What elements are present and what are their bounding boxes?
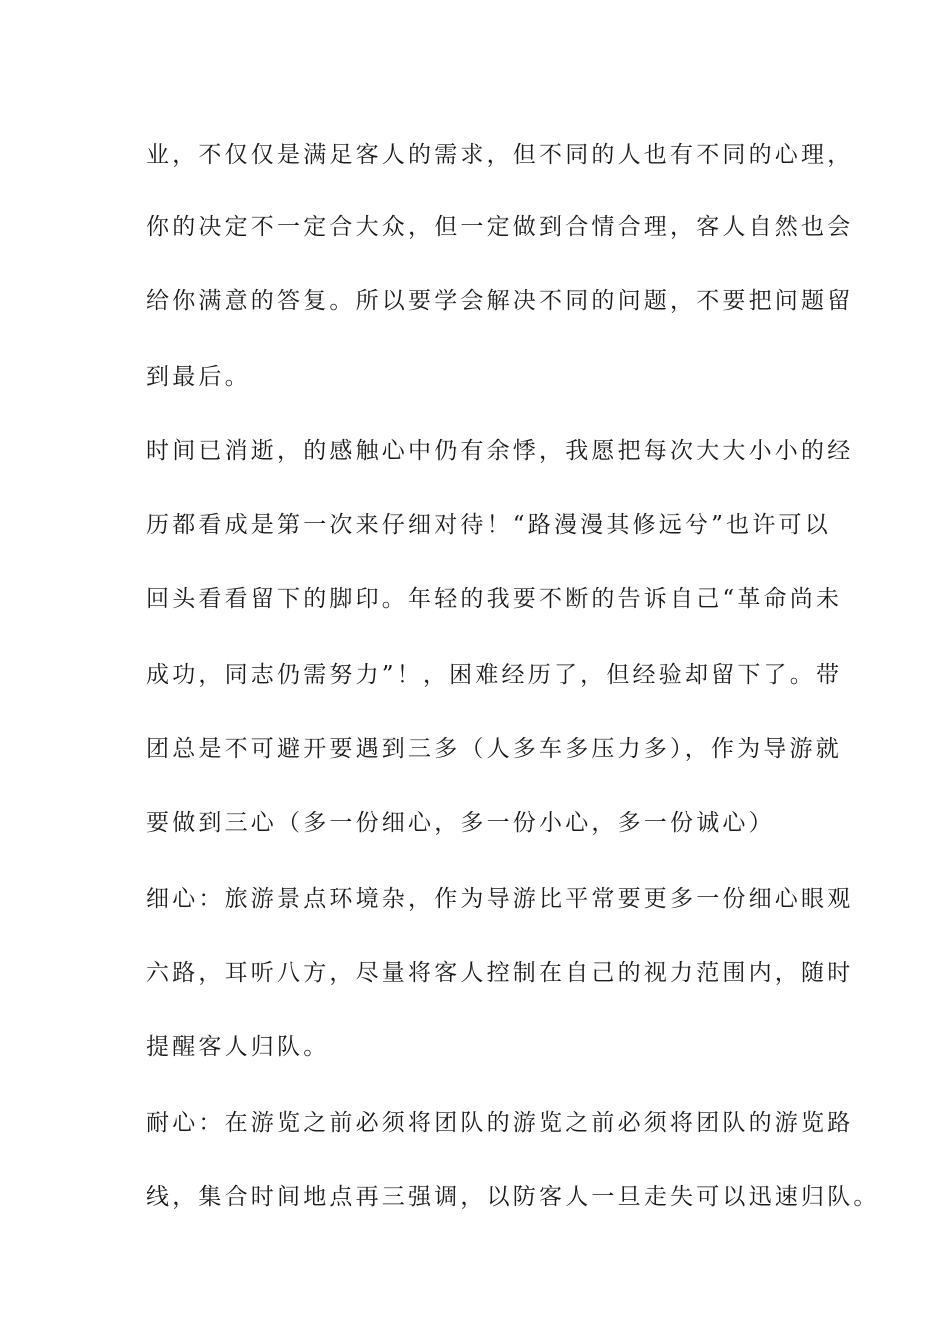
text-line: 线，集合时间地点再三强调，以防客人一旦走失可以迅速归队。 [146, 1184, 880, 1210]
text-line: 要做到三心（多一份细心，多一份小心，多一份诚心） [146, 810, 775, 836]
text-line: 细心：旅游景点环境杂，作为导游比平常要更多一份细心眼观 [146, 886, 854, 912]
text-line: 回头看看留下的脚印。年轻的我要不断的告诉自己“革命尚未 [146, 586, 843, 612]
text-line: 团总是不可避开要遇到三多（人多车多压力多），作为导游就 [146, 736, 842, 762]
text-line: 业，不仅仅是满足客人的需求，但不同的人也有不同的心理， [146, 142, 854, 168]
text-line: 时间已消逝，的感触心中仍有余悸，我愿把每次大大小小的经 [146, 438, 854, 464]
text-line: 历都看成是第一次来仔细对待！“路漫漫其修远兮”也许可以 [146, 512, 831, 538]
text-line: 你的决定不一定合大众，但一定做到合情合理，客人自然也会 [146, 214, 854, 240]
text-line: 成功，同志仍需努力”！，困难经历了，但经验却留下了。带 [146, 662, 843, 688]
text-line: 给你满意的答复。所以要学会解决不同的问题，不要把问题留 [146, 288, 854, 314]
text-line: 提醒客人归队。 [146, 1034, 330, 1060]
text-line: 耐心：在游览之前必须将团队的游览之前必须将团队的游览路 [146, 1110, 854, 1136]
text-line: 六路，耳听八方，尽量将客人控制在自己的视力范围内，随时 [146, 960, 854, 986]
text-line: 到最后。 [146, 364, 251, 390]
